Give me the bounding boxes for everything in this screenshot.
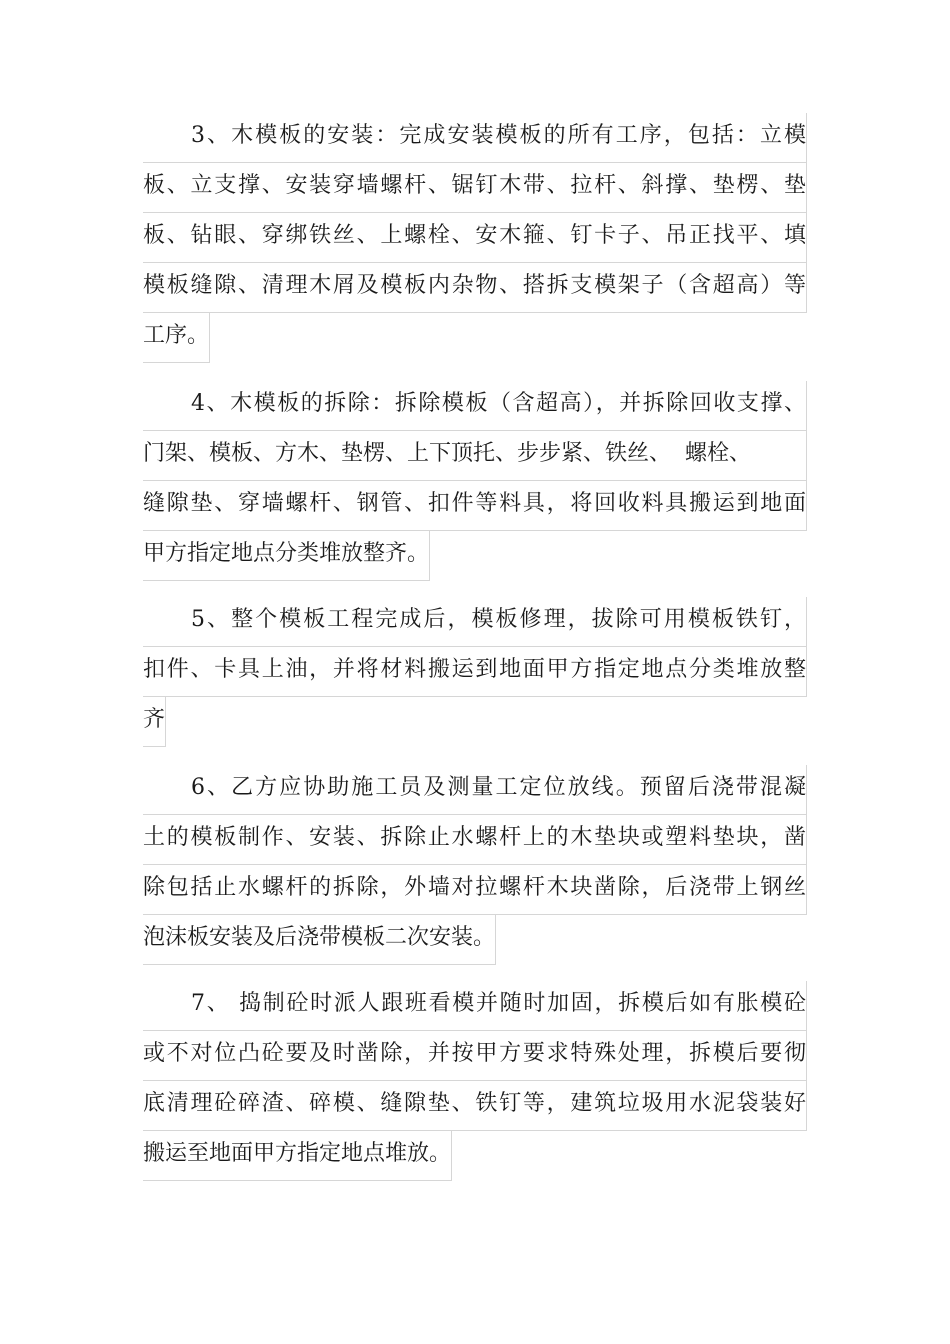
paragraph-line: 5、整个模板工程完成后，模板修理，拔除可用模板铁钉，: [143, 597, 807, 647]
paragraph-line: 7、 捣制砼时派人跟班看模并随时加固，拆模后如有胀模砼: [143, 981, 807, 1031]
paragraph-line: 模板缝隙、清理木屑及模板内杂物、搭拆支模架子（含超高）等: [143, 263, 807, 313]
paragraph-item-3: [143, 113, 807, 367]
paragraph-line: 6、乙方应协助施工员及测量工定位放线。预留后浇带混凝: [143, 765, 807, 815]
paragraph-line: 扣件、卡具上油，并将材料搬运到地面甲方指定地点分类堆放整: [143, 647, 807, 697]
paragraph-line: 甲方指定地点分类堆放整齐。: [143, 531, 430, 581]
paragraph-line: 底清理砼碎渣、碎模、缝隙垫、铁钉等，建筑垃圾用水泥袋装好: [143, 1081, 807, 1131]
paragraph-line: 或不对位凸砼要及时凿除，并按甲方要求特殊处理，拆模后要彻: [143, 1031, 807, 1081]
paragraph-line: 泡沫板安装及后浇带模板二次安装。: [143, 915, 496, 965]
paragraph-line: 板、立支撑、安装穿墙螺杆、锯钉木带、拉杆、斜撑、垫楞、垫: [143, 163, 807, 213]
paragraph-line: 土的模板制作、安装、拆除止水螺杆上的木垫块或塑料垫块，凿: [143, 815, 807, 865]
paragraph-line: 板、钻眼、穿绑铁丝、上螺栓、安木箍、钉卡子、吊正找平、填: [143, 213, 807, 263]
paragraph-line: 4、木模板的拆除：拆除模板（含超高），并拆除回收支撑、: [143, 381, 807, 431]
paragraph-item-4: [143, 381, 807, 585]
paragraph-item-7: [143, 981, 807, 1185]
paragraph-line: 搬运至地面甲方指定地点堆放。: [143, 1131, 452, 1181]
paragraph-line: 缝隙垫、穿墙螺杆、钢管、扣件等料具，将回收料具搬运到地面: [143, 481, 807, 531]
paragraph-item-6: [143, 765, 807, 969]
paragraph-line: 除包括止水螺杆的拆除，外墙对拉螺杆木块凿除，后浇带上钢丝: [143, 865, 807, 915]
paragraph-line: 门架、模板、方木、垫楞、上下顶托、步步紧、铁丝、 螺栓、: [143, 431, 807, 481]
paragraph-line: 3、木模板的安装：完成安装模板的所有工序，包括：立模: [143, 113, 807, 163]
paragraph-line: 齐: [143, 697, 166, 747]
paragraph-item-5: [143, 597, 807, 751]
paragraph-line: 工序。: [143, 313, 210, 363]
